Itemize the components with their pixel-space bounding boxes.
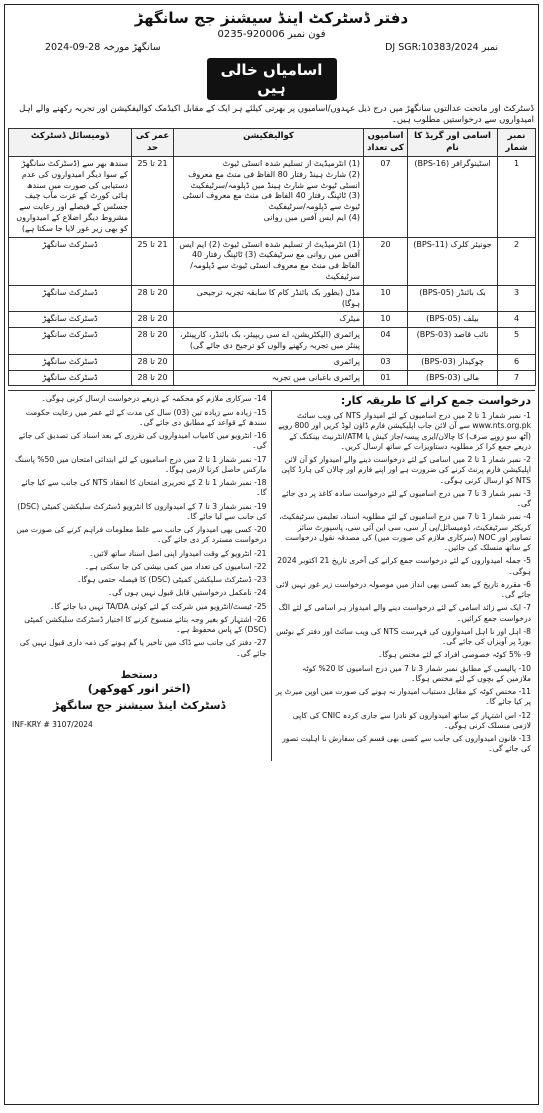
signature-label: دستخط <box>120 669 158 681</box>
table-row <box>9 157 536 238</box>
header-domicile: ڈومیسائل ڈسٹرکٹ <box>9 129 132 157</box>
row-serial: 6 <box>498 354 536 370</box>
row-domicile: ڈسٹرکٹ سانگھڑ <box>9 370 132 386</box>
term-item: 22- اسامیوں کی تعداد میں کمی بیشی کی جا سکتی ہے۔ <box>84 561 267 571</box>
procedure-item: 10- پالیسی کے مطابق نمبر شمار 3 تا 7 میں درج اسامیوں کا 20% کوٹہ ملازمین کے بچوں کے لئے مختص ہوگا۔ <box>302 663 531 683</box>
reference-number: نمبر DJ SGR:10383/2024 <box>385 42 498 53</box>
row-age: 20 تا 28 <box>132 328 174 355</box>
term-item: 21- انٹرویو کے وقت امیدوار اپنی اصل اسناد ساتھ لائیں۔ <box>89 548 267 558</box>
procedure-item: 2- نمبر شمار 1 تا 2 میں اسامی کے لئے درخواست دینے والے امیدوار کو آن لائن اپلیکیشن فارم پرنٹ کرنے کی ضرورت ہے اور اپنے فارم اور چالان کی ہارڈ کاپی NTS کو ارسال کرنی ہوگی۔ <box>281 455 531 485</box>
procedure-item: 4- نمبر شمار 1 تا 7 میں درج اسامیوں کے لئے مطلوبہ اسناد، تعلیمی سرٹیفکیٹ، کریکٹر سرٹیفکیٹ، ڈومیسائل/پی آر سی، سی این آئی سی، پاسپورٹ سائز تصاویر اور NOC (سرکاری ملازم کی صورت میں) کی مصدقہ نقول درخواست کے ساتھ منسلک کی جائیں۔ <box>279 512 531 553</box>
qualification-line: (1) انٹرمیڈیٹ از تسلیم شدہ انسٹی ٹیوٹ (2) ایم ایس آفس میں روانی مع سرٹیفکیٹ (3) ٹائپنگ رفتار 40 الفاظ فی منٹ مع معروف انسٹی ٹیوٹ سے ڈپلومہ/سرٹیفکیٹ <box>179 239 360 281</box>
header <box>5 5 538 53</box>
term-item: 24- نامکمل درخواستیں قابل قبول نہیں ہوں گی۔ <box>107 588 267 598</box>
row-domicile: ڈسٹرکٹ سانگھڑ <box>9 237 132 285</box>
signatory-name: (اختر انور کھوکھر) <box>87 682 191 696</box>
row-domicile: ڈسٹرکٹ سانگھڑ <box>9 328 132 355</box>
term-item: 23- ڈسٹرکٹ سلیکشن کمیٹی (DSC) کا فیصلہ حتمی ہوگا۔ <box>76 575 267 585</box>
signatory-designation: ڈسٹرکٹ اینڈ سیشنز جج سانگھڑ <box>53 699 226 713</box>
procedure-item: 8- اہل اور نا اہل امیدواروں کی فہرست NTS کی ویب سائٹ اور دفتر کے نوٹس بورڈ پر آویزاں کی جائے گی۔ <box>276 626 531 647</box>
row-age: 20 تا 28 <box>132 312 174 328</box>
vacancies-table <box>8 128 536 386</box>
table-row <box>9 237 536 285</box>
procedure-item: 6- مقررہ تاریخ کے بعد کسی بھی انداز میں موصولہ درخواست زیر غور نہیں لائی جائے گی۔ <box>276 579 531 600</box>
row-serial: 2 <box>498 237 536 285</box>
row-serial: 3 <box>498 285 536 312</box>
term-item: 16- انٹرویو میں کامیاب امیدواروں کی تقرری کے بعد اسناد کی تصدیق کی جائے گی۔ <box>18 431 267 451</box>
row-post: جونیئر کلرک (BPS-11) <box>408 237 498 285</box>
qualification-line: (3) ٹائپنگ رفتار 40 الفاظ فی منٹ مع معروف انسٹی ٹیوٹ سے ڈپلومہ/سرٹیفکیٹ <box>182 191 360 212</box>
term-item: 20- کسی بھی امیدوار کی جانب سے غلط معلومات فراہم کرنے کی صورت میں درخواست مسترد کر دی جائے گی۔ <box>16 525 267 545</box>
terms-column <box>8 391 272 760</box>
row-qualification: پرائمری (الیکٹریشن، اے سی ریپیئر، بک بائنڈر، کارپینٹر، پینٹر میں تجربہ رکھنے والوں کو ترجیح دی جائے گی) <box>174 328 364 355</box>
procedure-item: 5- جملہ امیدواروں کے لئے درخواست جمع کرانے کی آخری تاریخ 21 اکتوبر 2024 ہوگی۔ <box>277 556 531 576</box>
row-post: نائب قاصد (BPS-03) <box>408 328 498 355</box>
header-serial: نمبر شمار <box>498 129 536 157</box>
row-domicile: ڈسٹرکٹ سانگھڑ <box>9 285 132 312</box>
term-item: 17- نمبر شمار 1 تا 2 میں درج اسامیوں کے لئے ابتدائی امتحان میں 50% پاسنگ مارکس حاصل کرنا لازمی ہوگا۔ <box>14 454 267 474</box>
row-post: اسٹینوگرافر (BPS-16) <box>408 157 498 238</box>
row-post: چوکیدار (BPS-03) <box>408 354 498 370</box>
row-age: 21 تا 25 <box>132 157 174 238</box>
table-row <box>9 328 536 355</box>
vacancies-banner: اسامیاں خالی ہیں <box>207 58 337 100</box>
procedure-item: 11- مختص کوٹہ کے مقابل دستیاب امیدوار نہ ہونے کی صورت میں اوپن میرٹ پر پر کیا جائے گا۔ <box>275 687 531 707</box>
term-item: 26- اشتہار کو بغیر وجہ بتائے منسوخ کرنے کا اختیار ڈسٹرکٹ سلیکشن کمیٹی (DSC) کے پاس محفوظ ہے۔ <box>24 614 267 635</box>
row-qualification: میٹرک <box>174 312 364 328</box>
procedure-item: 12- اس اشتہار کے ساتھ امیدواروں کو نادرا سے جاری کردہ CNIC کی کاپی لازمی منسلک کرنی ہوگی۔ <box>292 710 531 730</box>
term-item: 19- نمبر شمار 3 تا 7 کے امیدواروں کا انٹرویو ڈسٹرکٹ سلیکشن کمیٹی (DSC) کی جانب سے لیا جائے گا۔ <box>17 501 267 521</box>
procedure-column <box>272 391 536 760</box>
qualification-line: (1) انٹرمیڈیٹ از تسلیم شدہ انسٹی ٹیوٹ <box>222 159 360 169</box>
inf-number: INF-KRY # 3107/2024 <box>12 720 93 730</box>
table-row <box>9 312 536 328</box>
header-post: اسامی اور گریڈ کا نام <box>408 129 498 157</box>
row-qualification: پرائمری باغبانی میں تجربہ <box>174 370 364 386</box>
row-serial: 5 <box>498 328 536 355</box>
row-domicile: ڈسٹرکٹ سانگھڑ <box>9 354 132 370</box>
row-serial: 4 <box>498 312 536 328</box>
term-item: 14- سرکاری ملازم کو محکمہ کے ذریعے درخواست ارسال کرنی ہوگی۔ <box>41 394 267 404</box>
procedure-item: 1- نمبر شمار 1 تا 2 میں درج اسامیوں کے لئے امیدوار NTS کی ویب سائٹ www.nts.org.pk سے آن لائن جاب اپلیکیشن فارم ڈاؤن لوڈ کریں اور 800 روپے (آٹھ سو روپے صرف) کا چالان/ایزی پیسہ/جاز کیش یا ATM/انٹرنیٹ بینکنگ کے ذریعے جمع کرا کر مطلوبہ دستاویزات کے ساتھ ارسال کریں۔ <box>278 411 531 451</box>
row-age: 20 تا 28 <box>132 370 174 386</box>
procedure-item: 9- 5% کوٹہ خصوصی افراد کے لئے مختص ہوگا۔ <box>378 650 531 660</box>
row-count: 10 <box>364 312 408 328</box>
phone-number: فون نمبر 920006-0235 <box>217 29 326 40</box>
row-age: 20 تا 28 <box>132 285 174 312</box>
row-qualification <box>174 157 364 238</box>
term-item: 15- زیادہ سے زیادہ تین (03) سال کی مدت کے لئے عمر میں رعایت حکومت سندھ کے قواعد کے مطابق دی جائے گی۔ <box>25 407 267 427</box>
row-count: 03 <box>364 354 408 370</box>
reference-line <box>5 40 538 53</box>
advertisement-page <box>4 4 539 1105</box>
table-header-row <box>9 129 536 157</box>
row-domicile: سندھ بھر سے (ڈسٹرکٹ سانگھڑ کے سوا دیگر امیدواروں کی عدم دستیابی کی صورت میں سندھ ہائی کورٹ کے عزت مآب چیف جسٹس کے فیصلے اور رعایت سے مشروط دیگر اضلاع کے امیدواروں کو بھی زیر غور لایا جا سکتا ہے) <box>9 157 132 238</box>
row-count: 10 <box>364 285 408 312</box>
term-item: 25- ٹیسٹ/انٹرویو میں شرکت کے لئے کوئی TA/DA نہیں دیا جائے گا۔ <box>49 601 267 611</box>
intro-text: ڈسٹرکٹ اور ماتحت عدالتوں سانگھڑ میں درج ذیل عہدوں/اسامیوں پر بھرتی کیلئے ہر ایک کے مقابل اکیڈمک کوالیفکیشن اور تجربہ رکھنے والے اہل امیدواروں سے درخواستیں مطلوب ہیں۔ <box>19 104 534 126</box>
row-qualification: پرائمری <box>174 354 364 370</box>
row-post: مالی (BPS-03) <box>408 370 498 386</box>
header-qualification: کوالیفکیشن <box>174 129 364 157</box>
header-count: اسامیوں کی تعداد <box>364 129 408 157</box>
row-serial: 1 <box>498 157 536 238</box>
details-section <box>8 390 535 760</box>
row-count: 20 <box>364 237 408 285</box>
term-item: 27- دفتر کی جانب سے ڈاک میں تاخیر یا گم ہونے کی ذمہ داری قبول نہیں کی جائے گی۔ <box>19 638 267 658</box>
procedure-item: 3- نمبر شمار 3 تا 7 میں درج اسامیوں کے لئے درخواست سادہ کاغذ پر دی جائے گی۔ <box>281 488 531 509</box>
row-domicile: ڈسٹرکٹ سانگھڑ <box>9 312 132 328</box>
row-count: 04 <box>364 328 408 355</box>
header-age: عمر کی حد <box>132 129 174 157</box>
row-count: 01 <box>364 370 408 386</box>
term-item: 18- نمبر شمار 1 تا 2 کے تحریری امتحان کا انعقاد NTS کی جانب سے کیا جائے گا۔ <box>21 478 267 498</box>
table-row <box>9 354 536 370</box>
table-row <box>9 285 536 312</box>
procedure-item: 7- ایک سے زائد اسامی کے لئے درخواست دینے والے امیدوار ہر اسامی کے لئے الگ درخواست جمع کرائیں۔ <box>278 603 531 623</box>
row-serial: 7 <box>498 370 536 386</box>
signature-block <box>12 669 267 714</box>
row-age: 21 تا 25 <box>132 237 174 285</box>
reference-date: سانگھڑ مورخہ 28-09-2024 <box>45 42 161 53</box>
row-post: بیلف (BPS-05) <box>408 312 498 328</box>
row-qualification <box>174 237 364 285</box>
qualification-line: (4) ایم ایس آفس میں روانی <box>263 213 360 223</box>
row-post: بک بائنڈر (BPS-05) <box>408 285 498 312</box>
row-count: 07 <box>364 157 408 238</box>
office-title: دفتر ڈسٹرکٹ اینڈ سیشنز جج سانگھڑ <box>134 9 409 27</box>
procedure-title: درخواست جمع کرانے کا طریقہ کار: <box>340 394 531 408</box>
qualification-line: (2) شارٹ ہینڈ رفتار 80 الفاظ فی منٹ مع معروف انسٹی ٹیوٹ سے شارٹ ہینڈ میں ڈپلومہ/سرٹیفکیٹ <box>188 169 360 190</box>
procedure-item: 13- قانون امیدواروں کی جانب سے کسی بھی قسم کی سفارش نا اہلیت تصور کی جائے گی۔ <box>282 734 531 754</box>
table-row <box>9 370 536 386</box>
row-age: 20 تا 28 <box>132 354 174 370</box>
row-qualification: مڈل (بطور بک بائنڈر کام کا سابقہ تجربہ ترجیحی ہوگا) <box>174 285 364 312</box>
